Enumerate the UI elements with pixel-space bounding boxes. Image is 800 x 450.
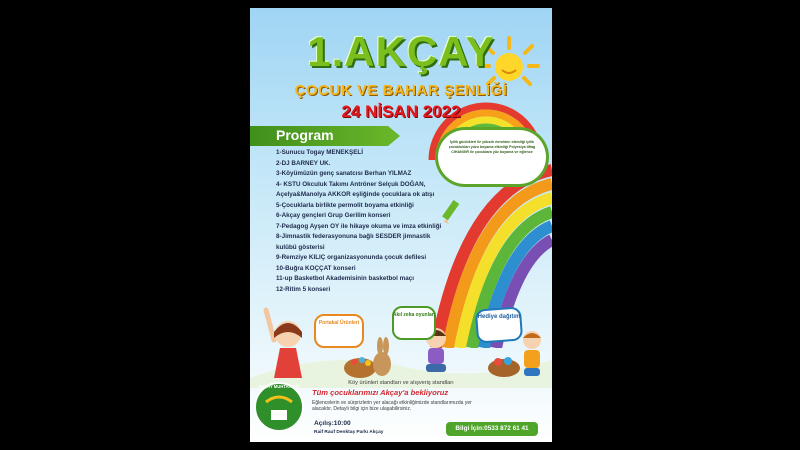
program-item: 8-Jimnastik federasyonuna bağlı SESDER jimnastik [276, 233, 431, 240]
sign-board [475, 306, 523, 343]
poster-title: 1.AKÇAY [307, 28, 495, 75]
logo-text: AKÇAY MUHTARLIĞI [258, 384, 300, 389]
invite-text: Tüm çocuklarımızı Akçay'a bekliyoruz [312, 388, 449, 397]
program-item: 3-Köyümüzün genç sanatcısı Berhan YILMAZ [276, 170, 412, 177]
event-date: 24 NİSAN 2022 [341, 102, 461, 121]
description-text: Eğlencelerin ve sürprizlerin yer alacağı etkinliğimizde standlarımızda yer alacaktır. Detaylı bilgi için bize ulaşabilirsiniz. [312, 400, 472, 413]
program-item: 5-Çocuklarla birlikte permolit boyama etkinliği [276, 201, 414, 209]
program-item: 7-Pedagog Ayşen OY ile hikaye okuma ve imza etkinliği [276, 222, 442, 230]
child-illustration-icon [260, 304, 314, 384]
program-item: 6-Akçay gençleri Grup Gerilim konseri [276, 212, 391, 219]
info-phone: Bilgi İçin:0533 872 61 41 [455, 425, 529, 432]
program-item: 12-Ritim 5 konseri [276, 285, 331, 293]
stands-text: Köy ürünleri standları ve alışveriş standları [348, 380, 454, 386]
program-item: Açelya&Manolya AKKOR eşliğinde çocuklara ok atışı [276, 191, 435, 198]
program-item: 11-up Basketbol Akademisinin basketbol maçı [276, 275, 414, 282]
sign-label: Portakal Ürünleri [318, 320, 360, 326]
cloud-text: İyilik günlükleri ile yüksek ıtenriden etkinliği iyilik çocuklukları yüzu boyama etkinliği Polyesiya tiflag CIHANGIR ile çocuklara yüz boyama ve eğlence [448, 140, 536, 154]
program-item: 9-Remziye KILIÇ organizasyonunda çocuk defilesi [276, 254, 427, 261]
program-item: 2-DJ BARNEY UK. [276, 159, 331, 167]
opening-time: Açılış:10:00 [314, 420, 351, 427]
venue-text: Raif Rauf Denktaş Parkı Akçay [314, 430, 384, 435]
program-item: kulübü gösterisi [276, 243, 325, 251]
sign-label: Hediye dağıtım [477, 314, 521, 320]
sign-label: Akıl zeka oyunları [392, 312, 436, 318]
poster-subtitle: ÇOCUK VE BAHAR ŞENLİĞİ [294, 82, 508, 99]
program-item: 4- KSTU Okculuk Takımı Antröner Selçuk DOĞAN, [276, 180, 426, 188]
program-item: 10-Buğra KOÇÇAT konseri [276, 264, 356, 272]
program-heading: Program [276, 127, 334, 143]
event-poster [250, 8, 552, 442]
program-item: 1-Sunucu Togay MENEKŞELİ [276, 149, 363, 156]
program-list [276, 148, 466, 295]
